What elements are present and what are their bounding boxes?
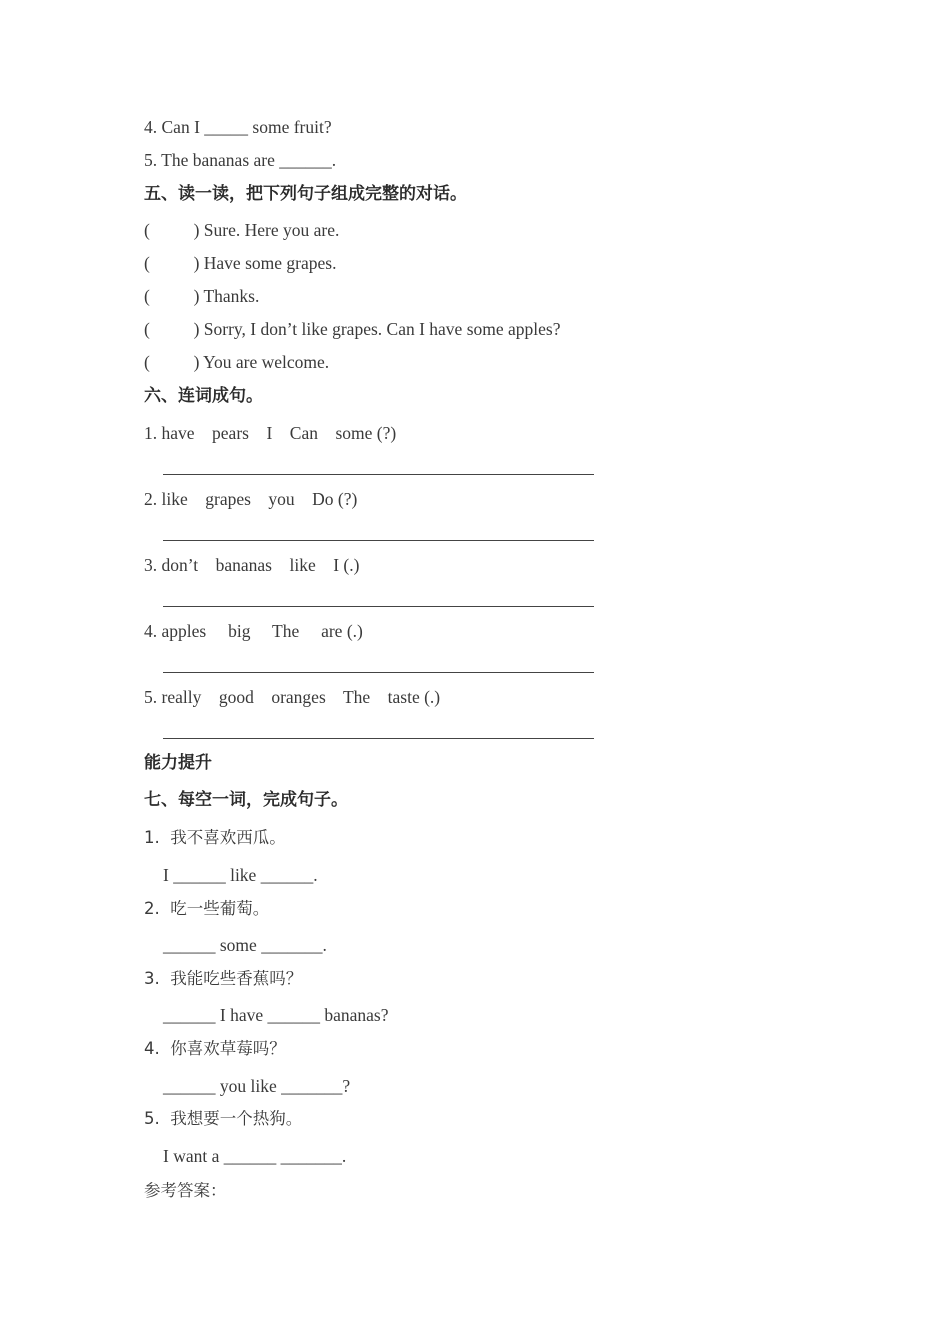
answer-line [163,540,594,541]
dialogue-item: ( ) Sure. Here you are. [144,220,340,240]
word-order-item: 3. don’t bananas like I (.) [144,555,360,575]
dialogue-item: ( ) Thanks. [144,286,260,306]
chinese-prompt: 1. 我不喜欢西瓜。 [144,828,286,847]
fill-blank-sentence: ______ I have ______ bananas? [163,1005,389,1025]
answer-line [163,738,594,739]
exercise-item-4: 4. Can I _____ some fruit? [144,117,332,137]
answer-line [163,606,594,607]
section-7-title: 七、每空一词，完成句子。 [144,790,348,810]
answer-line [163,474,594,475]
ability-title: 能力提升 [144,753,212,773]
word-order-item: 5. really good oranges The taste (.) [144,687,441,707]
chinese-prompt: 2. 吃一些葡萄。 [144,899,270,918]
section-6-title: 六、连词成句。 [144,386,263,406]
word-order-item: 4. apples big The are (.) [144,621,363,641]
fill-blank-sentence: ______ some _______. [163,935,327,955]
chinese-prompt: 4. 你喜欢草莓吗？ [144,1039,286,1058]
word-order-item: 2. like grapes you Do (?) [144,489,358,509]
fill-blank-sentence: I ______ like ______. [163,865,318,885]
chinese-prompt: 3. 我能吃些香蕉吗？ [144,969,303,988]
dialogue-item: ( ) Sorry, I don’t like grapes. Can I have some apples? [144,319,561,339]
chinese-prompt: 5. 我想要一个热狗。 [144,1109,303,1128]
fill-blank-sentence: I want a ______ _______. [163,1146,347,1166]
fill-blank-sentence: ______ you like _______? [163,1076,351,1096]
dialogue-item: ( ) You are welcome. [144,352,330,372]
section-5-title: 五、读一读，把下列句子组成完整的对话。 [144,184,467,204]
answer-line [163,672,594,673]
answers-label: 参考答案： [144,1181,227,1200]
word-order-item: 1. have pears I Can some (?) [144,423,397,443]
dialogue-item: ( ) Have some grapes. [144,253,337,273]
exercise-item-5: 5. The bananas are ______. [144,150,337,170]
